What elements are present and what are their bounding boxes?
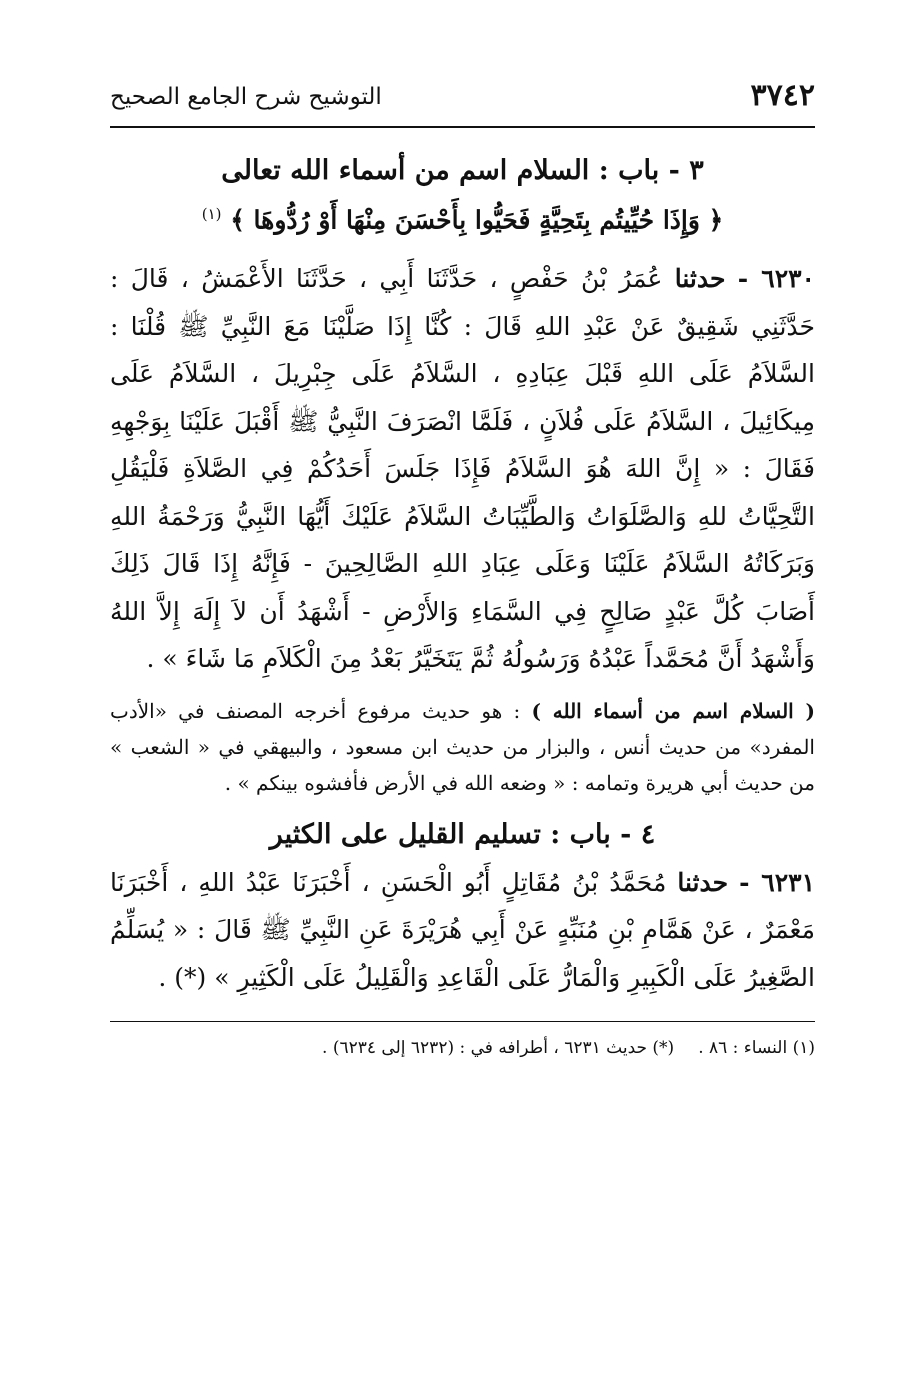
hadith-number: ٦٢٣٠ - [737,264,815,294]
hadith-opening: حدثنا [677,867,729,897]
verse-footnote-ref: (١) [201,205,222,223]
hadith-6230 [110,255,815,683]
footnote-divider [110,1021,815,1022]
commentary-paragraph [110,693,815,801]
footnote-1: (١) النساء : ٨٦ . [698,1038,815,1059]
quran-verse [110,191,815,243]
chapter-3-title: ٣ - باب : السلام اسم من أسماء الله تعالى [221,155,704,186]
commentary-title: ( السلام اسم من أسماء الله ) [531,698,816,723]
running-title: التوشيح شرح الجامع الصحيح [110,84,382,110]
footnotes [110,1034,815,1062]
page-header [110,70,815,128]
commentary-text: : هو حديث مرفوع أخرجه المصنف في «الأدب المفرد» من حديث أنس ، والبزار من حديث ابن مسعود ، والبيهقي في « الشعب » من حديث أبي هريرة وتمامه : « وضعه الله في الأرض فأفشوه بينكم » . [110,698,815,795]
verse-text: ﴿ وَإِذَا حُيِّيتُم بِتَحِيَّةٍ فَحَيُّوا بِأَحْسَنَ مِنْهَا أَوْ رُدُّوهَا ﴾ [230,205,724,235]
hadith-text: مُحَمَّدُ بْنُ مُقَاتِلٍ أَبُو الْحَسَنِ ، أَخْبَرَنَا عَبْدُ اللهِ ، أَخْبَرَنَا مَعْمَرٌ ، عَنْ هَمَّامِ بْنِ مُنَبِّهٍ عَنْ أَبِي هُرَيْرَةَ عَنِ النَّبِيِّ ﷺ قَالَ : « يُسَلِّمُ الصَّغِيرُ عَلَى الْكَبِيرِ وَالْمَارُّ عَلَى الْقَاعِدِ وَالْقَلِيلُ عَلَى الْكَثِيرِ » (*) . [110,867,815,992]
hadith-number: ٦٢٣١ - [739,867,815,897]
book-page [110,70,815,1310]
page-number: ٣٧٤٢ [750,78,815,113]
hadith-text: عُمَرُ بْنُ حَفْصٍ ، حَدَّثَنَا أَبِي ، حَدَّثَنَا الأَعْمَشُ ، قَالَ : حَدَّثَنِي شَقِيقٌ عَنْ عَبْدِ اللهِ قَالَ : كُنَّا إِذَا صَلَّيْنَا مَعَ النَّبِيِّ ﷺ قُلْنَا : السَّلاَمُ عَلَى اللهِ قَبْلَ عِبَادِهِ ، السَّلاَمُ عَلَى جِبْرِيلَ ، السَّلاَمُ عَلَى مِيكَائِيلَ ، السَّلاَمُ عَلَى فُلاَنٍ ، فَلَمَّا انْصَرَفَ النَّبِيُّ ﷺ أَقْبَلَ عَلَيْنَا بِوَجْهِهِ فَقَالَ : « إِنَّ اللهَ هُوَ السَّلاَمُ فَإِذَا جَلَسَ أَحَدُكُمْ فِي الصَّلاَةِ فَلْيَقُلِ التَّحِيَّاتُ للهِ وَالصَّلَوَاتُ وَالطَّيِّبَاتُ السَّلاَمُ عَلَيْكَ أَيُّهَا النَّبِيُّ وَرَحْمَةُ اللهِ وَبَرَكَاتُهُ السَّلاَمُ عَلَيْنَا وَعَلَى عِبَادِ اللهِ الصَّالِحِينَ - فَإِنَّهُ إِذَا قَالَ ذَلِكَ أَصَابَ كُلَّ عَبْدٍ صَالِحٍ فِي السَّمَاءِ وَالأَرْضِ - أَشْهَدُ أَن لاَ إِلَهَ إِلاَّ اللهُ وَأَشْهَدُ أَنَّ مُحَمَّداً عَبْدُهُ وَرَسُولُهُ ثُمَّ يَتَخَيَّرُ بَعْدُ مِنَ الْكَلاَمِ مَا شَاءَ » . [110,264,815,674]
hadith-opening: حدثنا [674,264,726,294]
footnote-2: (*) حديث ٦٢٣١ ، أطرافه في : (٦٢٣٢ إلى ٦٢٣٤) . [322,1038,675,1059]
chapter-4-title: ٤ - باب : تسليم القليل على الكثير [269,818,656,850]
hadith-6231 [110,859,815,1002]
